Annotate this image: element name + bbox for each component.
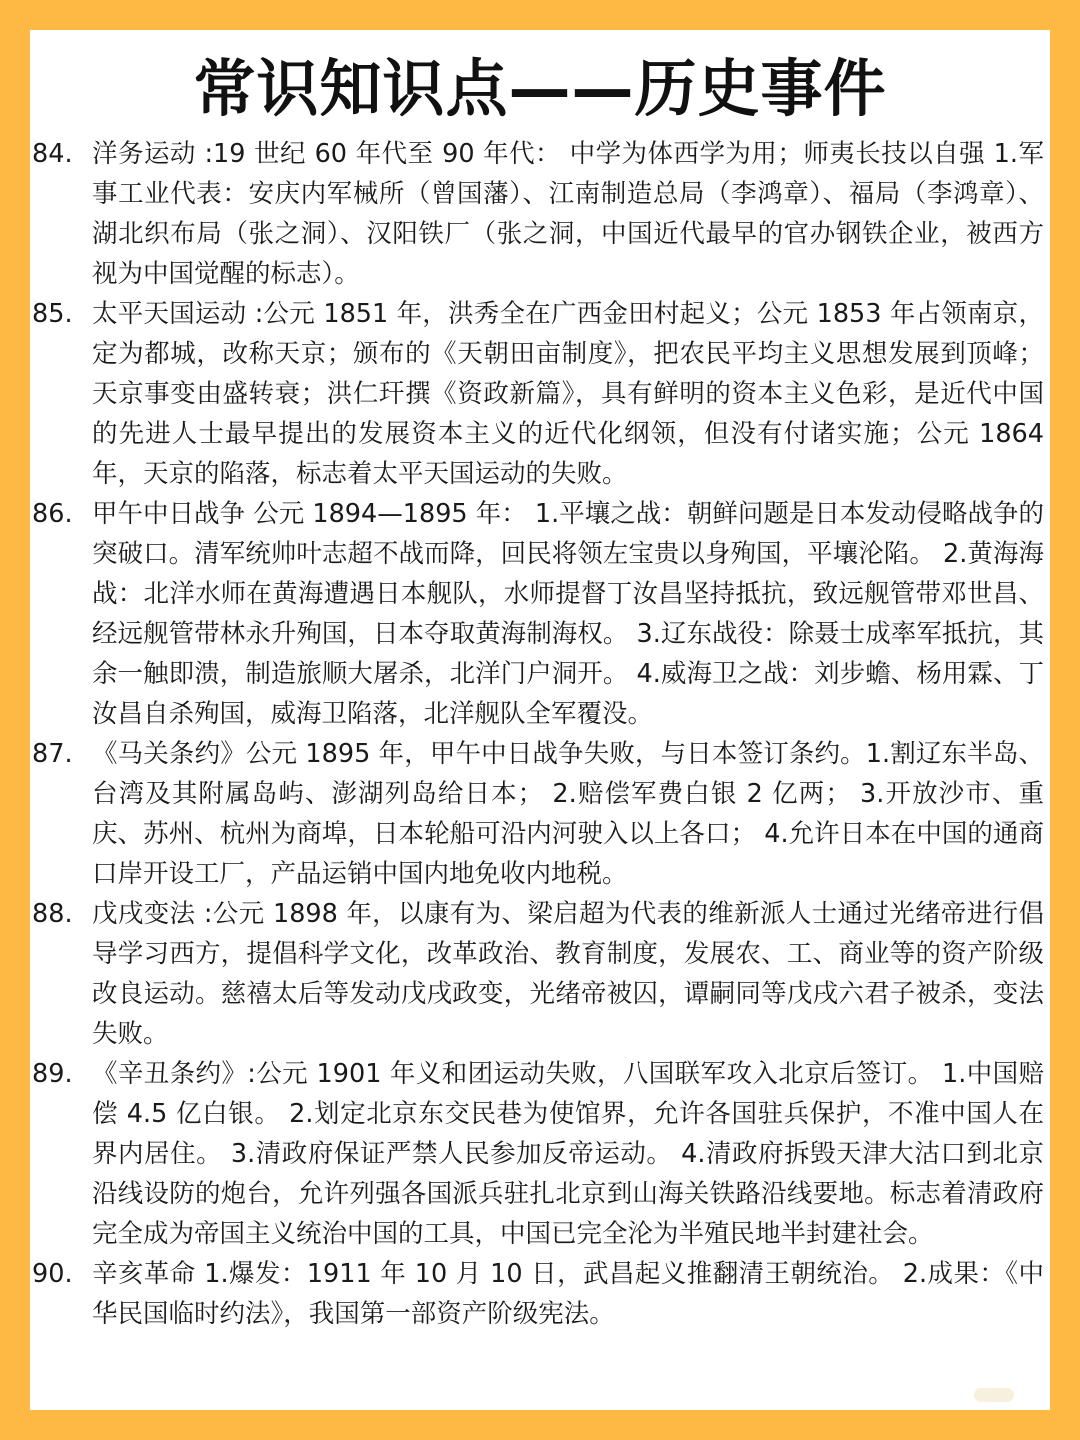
list-item-87	[32, 734, 1044, 894]
item-number: 89.	[32, 1059, 73, 1089]
item-number: 84.	[32, 139, 73, 169]
item-text: 洋务运动 :19 世纪 60 年代至 90 年代： 中学为体西学为用；师夷长技以自强 1.军事工业代表：安庆内军械所（曾国藩）、江南制造总局（李鸿章）、福局（李鸿章）、湖北织布局（张之洞）、汉阳铁厂（张之洞，中国近代最早的官办钢铁企业，被西方视为中国觉醒的标志）。	[92, 139, 1044, 289]
item-text: 《马关条约》公元 1895 年，甲午中日战争失败，与日本签订条约。1.割辽东半岛、台湾及其附属岛屿、澎湖列岛给日本； 2.赔偿军费白银 2 亿两； 3.开放沙市、重庆、苏州、杭州为商埠，日本轮船可沿内河驶入以上各口； 4.允许日本在中国的通商口岸开设工厂，产品运销中国内地免收内地税。	[92, 739, 1044, 889]
list-item-88	[32, 894, 1044, 1054]
item-number: 86.	[32, 499, 73, 529]
item-number: 85.	[32, 299, 73, 329]
item-number: 88.	[32, 899, 73, 929]
knowledge-list	[30, 134, 1050, 1334]
list-item-84	[32, 134, 1044, 294]
item-number: 90.	[32, 1259, 73, 1289]
page-title: 常识知识点——历史事件	[193, 52, 887, 125]
item-text: 戊戌变法 :公元 1898 年，以康有为、梁启超为代表的维新派人士通过光绪帝进行倡导学习西方，提倡科学文化，改革政治、教育制度，发展农、工、商业等的资产阶级改良运动。慈禧太后等发动戊戌政变，光绪帝被囚，谭嗣同等戊戌六君子被杀，变法失败。	[92, 899, 1044, 1049]
item-text: 太平天国运动 :公元 1851 年，洪秀全在广西金田村起义；公元 1853 年占领南京，定为都城，改称天京；颁布的《天朝田亩制度》，把农民平均主义思想发展到顶峰；天京事变由盛转衰；洪仁玕撰《资政新篇》，具有鲜明的资本主义色彩，是近代中国的先进人士最早提出的发展资本主义的近代化纲领，但没有付诸实施；公元 1864 年，天京的陷落，标志着太平天国运动的失败。	[92, 299, 1044, 489]
list-item-86	[32, 494, 1044, 734]
item-text: 辛亥革命 1.爆发：1911 年 10 月 10 日，武昌起义推翻清王朝统治。 2.成果：《中华民国临时约法》，我国第一部资产阶级宪法。	[92, 1259, 1044, 1329]
item-text: 《辛丑条约》:公元 1901 年义和团运动失败，八国联军攻入北京后签订。 1.中国赔偿 4.5 亿白银。 2.划定北京东交民巷为使馆界，允许各国驻兵保护，不准中国人在界内居住。 3.清政府保证严禁人民参加反帝运动。 4.清政府拆毁天津大沽口到北京沿线设防的炮台，允许列强各国派兵驻扎北京到山海关铁路沿线要地。标志着清政府完全成为帝国主义统治中国的工具，中国已完全沦为半殖民地半封建社会。	[92, 1059, 1044, 1249]
item-text: 甲午中日战争 公元 1894—1895 年： 1.平壤之战：朝鲜问题是日本发动侵略战争的突破口。清军统帅叶志超不战而降，回民将领左宝贵以身殉国，平壤沦陷。 2.黄海海战：北洋水师在黄海遭遇日本舰队，水师提督丁汝昌坚持抵抗，致远舰管带邓世昌、经远舰管带林永升殉国，日本夺取黄海制海权。 3.辽东战役：除聂士成率军抵抗，其余一触即溃，制造旅顺大屠杀，北洋门户洞开。 4.威海卫之战：刘步蟾、杨用霖、丁汝昌自杀殉国，威海卫陷落，北洋舰队全军覆没。	[92, 499, 1044, 729]
watermark-mark	[974, 1388, 1014, 1402]
item-number: 87.	[32, 739, 73, 769]
list-item-90	[32, 1254, 1044, 1334]
document-page	[30, 30, 1050, 1410]
list-item-85	[32, 294, 1044, 494]
list-item-89	[32, 1054, 1044, 1254]
